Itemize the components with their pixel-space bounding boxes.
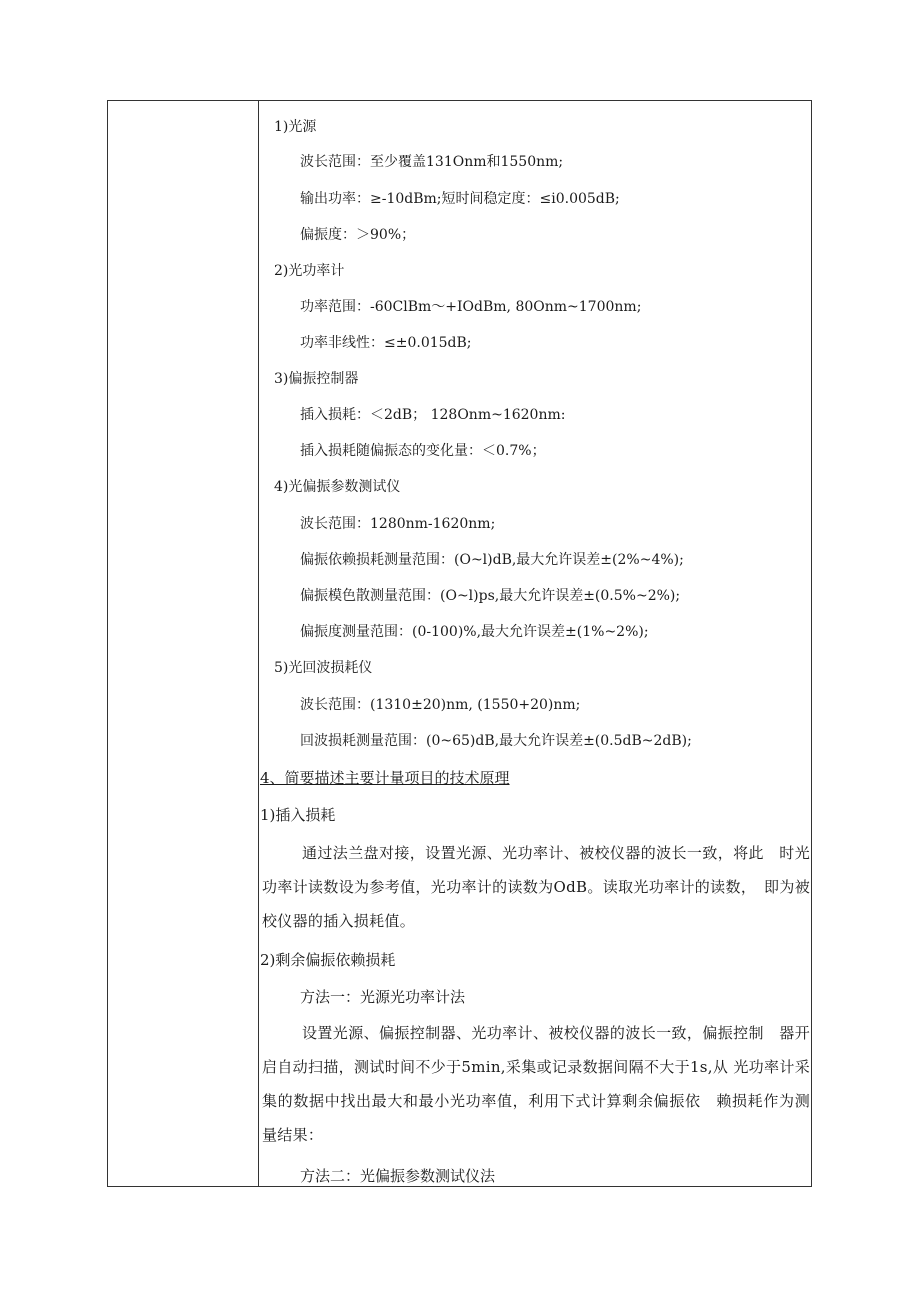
light-source-polarization: 偏振度：＞90%； bbox=[300, 227, 416, 243]
method-one-paragraph: 设置光源、偏振控制器、光功率计、被校仪器的波长一致，偏振控制 器开启自动扫描，测试时间不少于5min,采集或记录数据间隔不大于1s,从 光功率计采集的数据中找出最大和最小光功率值，利用下式计算剩余偏振依 赖损耗作为测量结果： bbox=[262, 1024, 810, 1144]
column-divider bbox=[258, 100, 259, 1187]
controller-insertion-loss: 插入损耗：＜2dB； 128Onm~1620nm: bbox=[300, 407, 566, 423]
light-source-power: 输出功率：≥-10dBm;短时间稳定度：≤i0.005dB; bbox=[300, 191, 620, 207]
section-title-polarization-tester: 4)光偏振参数测试仪 bbox=[274, 479, 401, 495]
principle-heading: 4、简要描述主要计量项目的技术原理 bbox=[260, 769, 510, 787]
light-source-wavelength: 波长范围：至少覆盖131Onm和1550nm; bbox=[300, 154, 564, 170]
section-title-power-meter: 2)光功率计 bbox=[274, 263, 345, 279]
method-one-title: 方法一：光源光功率计法 bbox=[300, 988, 466, 1006]
tester-pmd-range: 偏振模色散测量范围：(O~l)ps,最大允许误差±(0.5%~2%); bbox=[300, 588, 681, 604]
return-loss-wavelength: 波长范围：(1310±20)nm, (1550+20)nm; bbox=[300, 697, 581, 713]
power-meter-linearity: 功率非线性：≤±0.015dB; bbox=[300, 335, 472, 351]
insertion-loss-title: 1)插入损耗 bbox=[260, 806, 336, 824]
section-title-return-loss-meter: 5)光回波损耗仪 bbox=[274, 660, 373, 676]
section-title-polarization-controller: 3)偏振控制器 bbox=[274, 371, 359, 387]
tester-dop-range: 偏振度测量范围：(0-100)%,最大允许误差±(1%~2%); bbox=[300, 624, 649, 640]
section-title-light-source: 1)光源 bbox=[274, 119, 317, 135]
residual-pdl-title: 2)剩余偏振依赖损耗 bbox=[260, 951, 396, 969]
tester-pdl-range: 偏振依赖损耗测量范围：(O~l)dB,最大允许误差±(2%~4%); bbox=[300, 552, 684, 568]
tester-wavelength: 波长范围：1280nm-1620nm; bbox=[300, 516, 496, 532]
power-meter-range: 功率范围：-60ClBm～+IOdBm, 80Onm~1700nm; bbox=[300, 299, 642, 315]
controller-loss-variation: 插入损耗随偏振态的变化量：＜0.7%； bbox=[300, 443, 546, 459]
return-loss-range: 回波损耗测量范围：(0~65)dB,最大允许误差±(0.5dB~2dB); bbox=[300, 733, 692, 749]
insertion-loss-paragraph: 通过法兰盘对接，设置光源、光功率计、被校仪器的波长一致，将此 时光功率计读数设为参考值，光功率计的读数为OdB。读取光功率计的读数， 即为被校仪器的插入损耗值。 bbox=[262, 844, 810, 930]
method-two-title: 方法二：光偏振参数测试仪法 bbox=[300, 1167, 496, 1185]
